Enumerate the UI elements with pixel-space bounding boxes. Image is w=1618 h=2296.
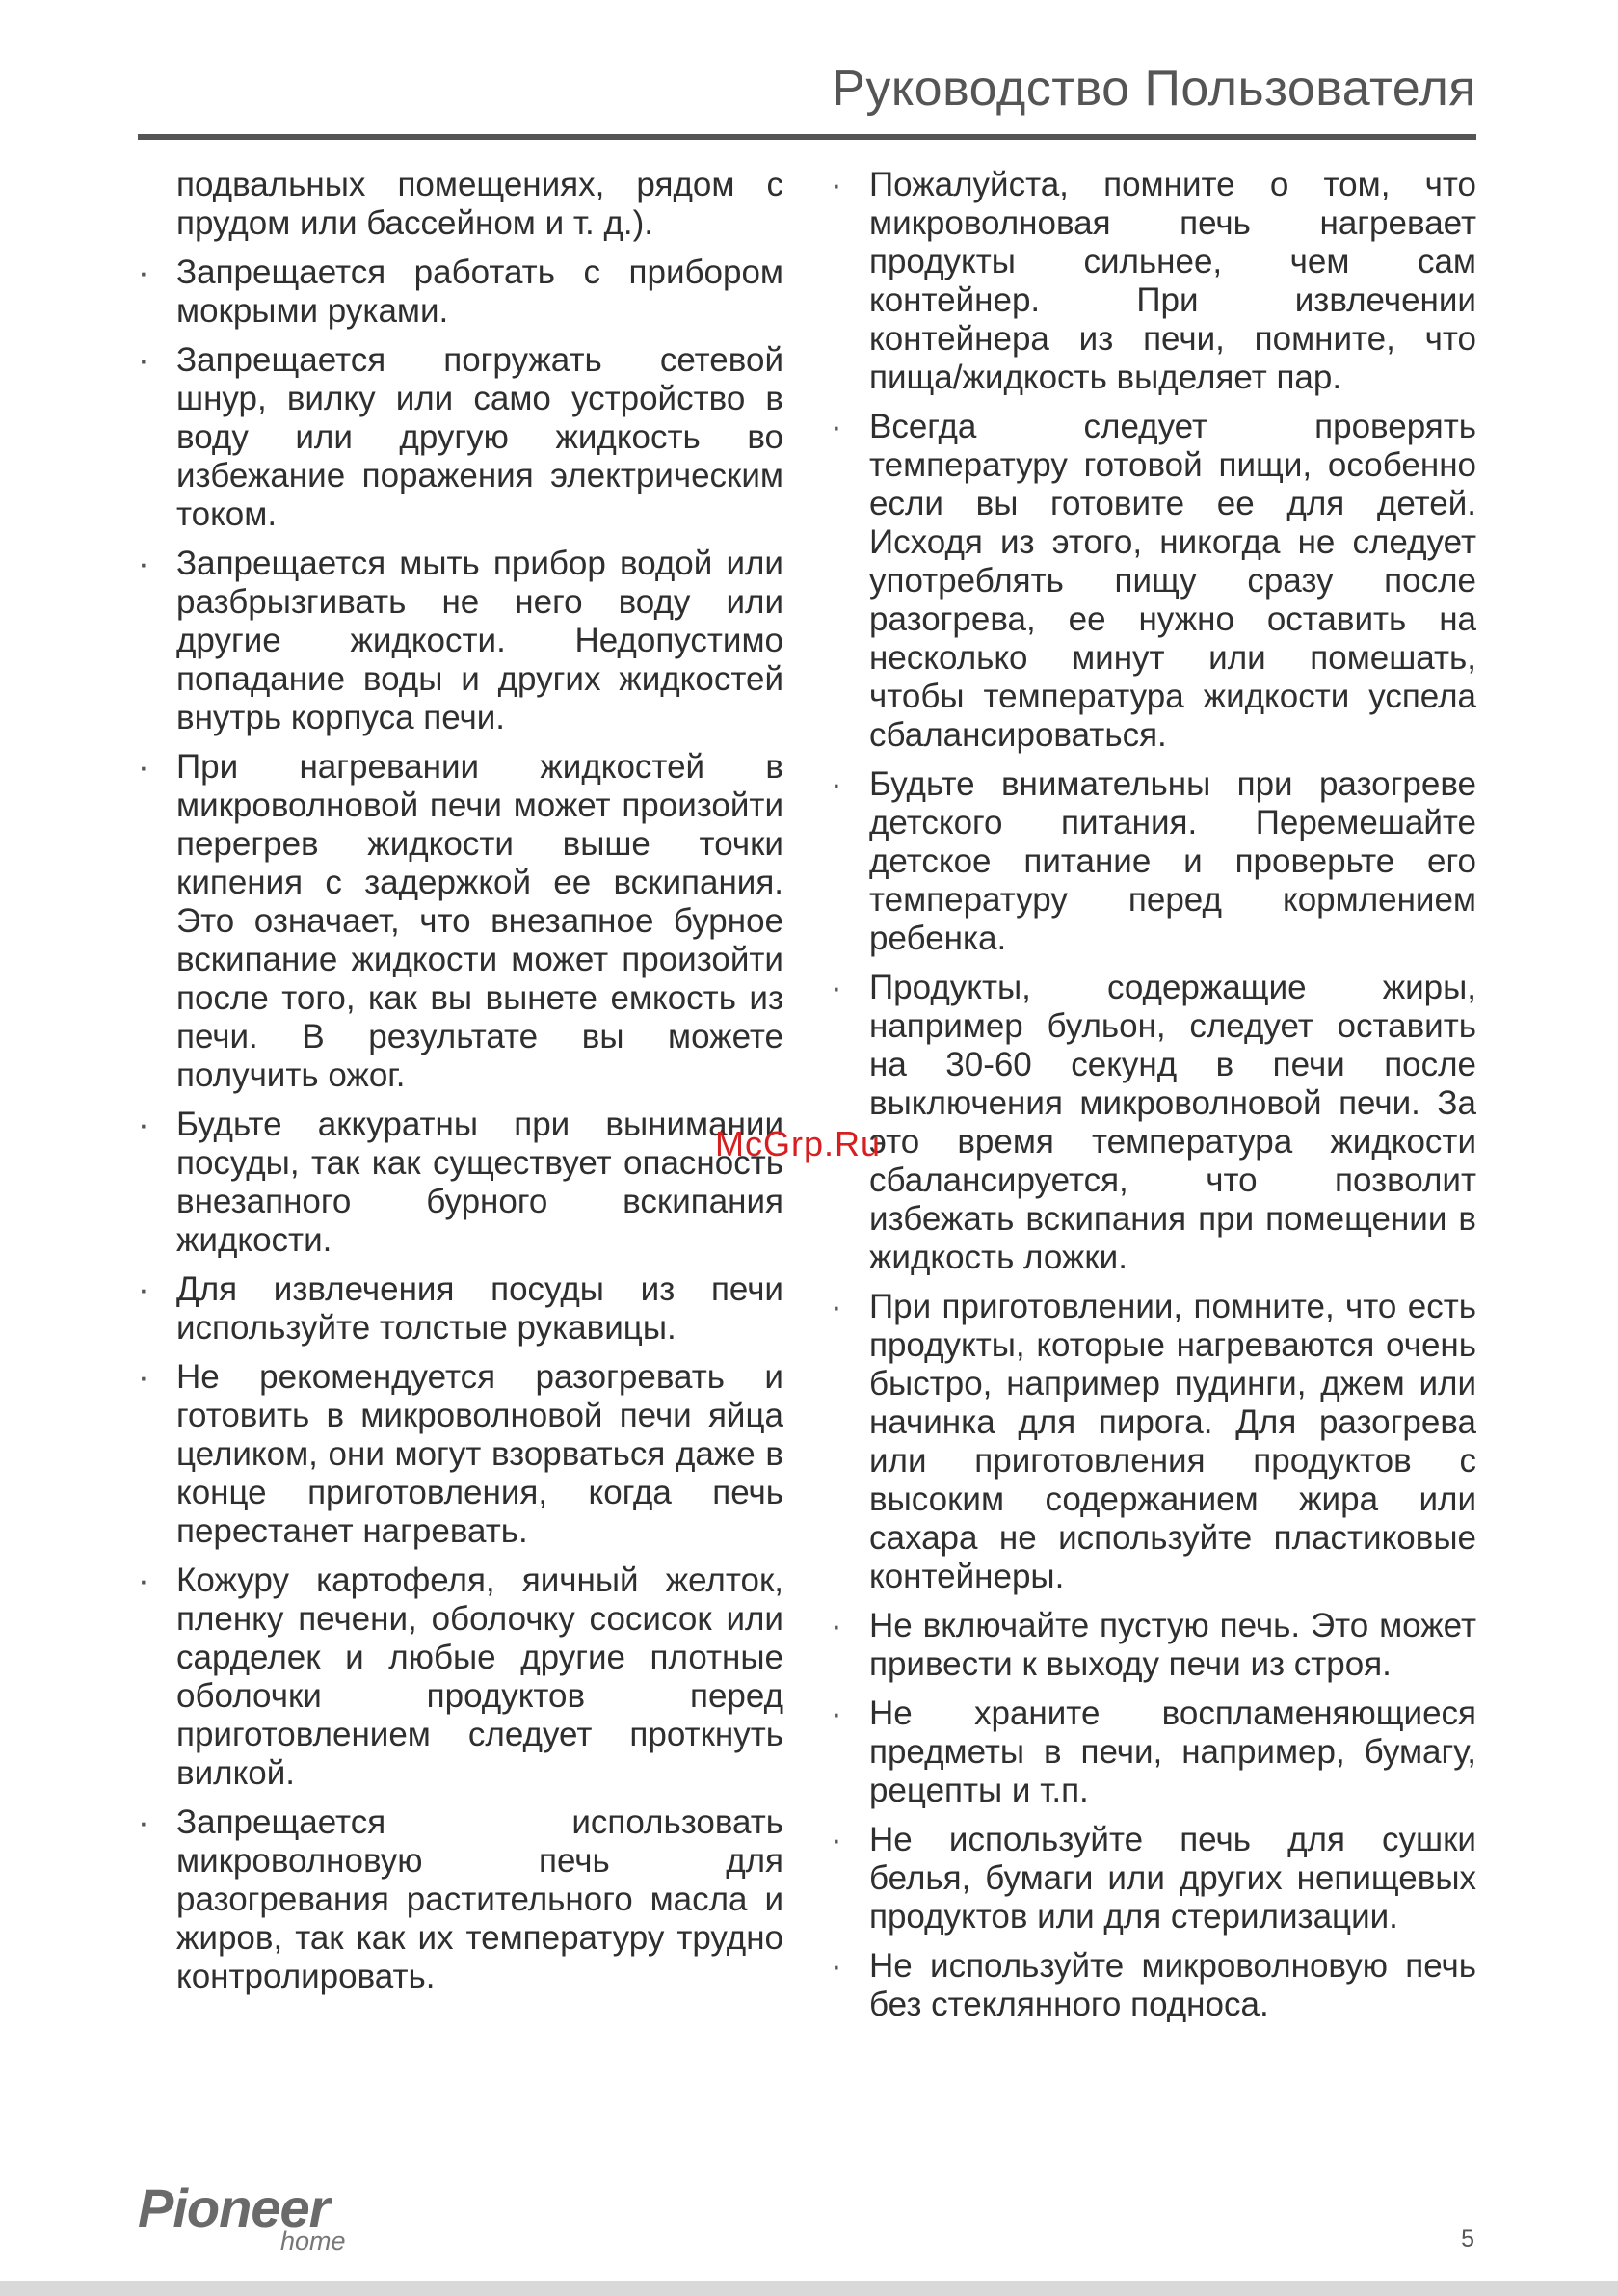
list-item-text: Запрещается погружать сетевой шнур, вилку или само устройство в воду или другую жидкость во избежание поражения электрическим током.: [176, 341, 783, 533]
list-item: [138, 1803, 783, 1996]
header-divider: [138, 134, 1476, 140]
list-item-text: Будьте аккуратны при вынимании посуды, так как существует опасность внезапного бурного вскипания жидкости.: [176, 1106, 783, 1259]
bullet-icon: ·: [138, 545, 149, 582]
list-item: [138, 1358, 783, 1551]
list-item-text: Запрещается мыть прибор водой или разбрызгивать не него воду или другие жидкости. Недопустимо попадание воды и других жидкостей внутрь корпуса печи.: [176, 545, 783, 736]
list-item-text: Будьте внимательны при разогреве детского питания. Перемешайте детское питание и проверьте его температуру перед кормлением ребенка.: [869, 765, 1476, 957]
list-item: [831, 1947, 1476, 2024]
bullet-icon: ·: [831, 1947, 842, 1985]
list-item-text: Кожуру картофеля, яичный желток, пленку печени, оболочку сосисок или сарделек и любые другие плотные оболочки продуктов перед приготовлением следует проткнуть вилкой.: [176, 1562, 783, 1792]
right-column: [831, 166, 1476, 2035]
bullet-icon: ·: [831, 765, 842, 803]
list-item-text: Не используйте печь для сушки белья, бумаги или других непищевых продуктов или для стерилизации.: [869, 1821, 1476, 1936]
bullet-icon: ·: [831, 1607, 842, 1644]
list-item: [831, 969, 1476, 1277]
page-header-title: Руководство Пользователя: [832, 61, 1476, 117]
list-item: [831, 1821, 1476, 1936]
list-item-text: Не рекомендуется разогревать и готовить в микроволновой печи яйца целиком, они могут взорваться даже в конце приготовления, когда печь перестанет нагревать.: [176, 1358, 783, 1550]
list-item: [138, 1106, 783, 1260]
bullet-icon: ·: [138, 748, 149, 786]
bullet-icon: ·: [138, 1358, 149, 1396]
list-item-text: Не включайте пустую печь. Это может привести к выходу печи из строя.: [869, 1607, 1476, 1683]
list-item: [138, 1270, 783, 1348]
list-item-text: Запрещается работать с прибором мокрыми руками.: [176, 254, 783, 330]
list-item-text: Продукты, содержащие жиры, например бульон, следует оставить на 30-60 секунд в печи после выключения микроволновой печи. За это время температура жидкости сбалансируется, что позволит избежать вскипания при помещении в жидкость ложки.: [869, 969, 1476, 1276]
bullet-icon: ·: [138, 341, 149, 379]
bullet-icon: ·: [138, 254, 149, 291]
list-item: [831, 1695, 1476, 1810]
bullet-icon: ·: [138, 1270, 149, 1308]
list-item: [831, 1288, 1476, 1596]
bottom-edge-strip: [0, 2281, 1618, 2296]
list-item: [138, 1562, 783, 1793]
bullet-icon: ·: [831, 408, 842, 445]
brand-logo-subtitle: home: [280, 2227, 346, 2256]
bullet-icon: ·: [831, 1695, 842, 1732]
list-item: [831, 765, 1476, 958]
list-item: [138, 545, 783, 737]
list-item-text: Всегда следует проверять температуру готовой пищи, особенно если вы готовите ее для детей. Исходя из этого, никогда не следует употреблять пищу сразу после разогрева, ее нужно оставить на несколько минут или помешать, чтобы температура жидкости успела сбалансироваться.: [869, 408, 1476, 754]
list-item-text: При приготовлении, помните, что есть продукты, которые нагреваются очень быстро, например пудинги, джем или начинка для пирога. Для разогрева или приготовления продуктов с высоким содержанием жира или сахара не используйте пластиковые контейнеры.: [869, 1288, 1476, 1595]
list-item: [831, 1607, 1476, 1684]
bullet-icon: ·: [831, 969, 842, 1006]
list-item: [138, 341, 783, 534]
bullet-icon: ·: [831, 1821, 842, 1858]
bullet-icon: ·: [138, 1803, 149, 1841]
bullet-icon: ·: [138, 1106, 149, 1143]
bullet-icon: ·: [138, 1562, 149, 1599]
list-item: [138, 254, 783, 331]
list-item: [831, 408, 1476, 755]
watermark: McGrp.Ru: [715, 1124, 882, 1163]
brand-logo: Pioneer: [138, 2177, 330, 2238]
list-item-text: При нагревании жидкостей в микроволновой печи может произойти перегрев жидкости выше точки кипения с задержкой ее вскипания. Это означает, что внезапное бурное вскипание жидкости может произойти после того, как вы вынете емкость из печи. В результате вы можете получить ожог.: [176, 748, 783, 1094]
bullet-icon: ·: [831, 166, 842, 203]
page-number: 5: [1461, 2226, 1474, 2253]
list-item-continuation: подвальных помещениях, рядом с прудом или бассейном и т. д.).: [176, 166, 783, 242]
list-item-text: Для извлечения посуды из печи используйте толстые рукавицы.: [176, 1270, 783, 1347]
list-item-text: Пожалуйста, помните о том, что микроволновая печь нагревает продукты сильнее, чем сам контейнер. При извлечении контейнера из печи, помните, что пища/жидкость выделяет пар.: [869, 166, 1476, 396]
list-item-text: Не храните воспламеняющиеся предметы в печи, например, бумагу, рецепты и т.п.: [869, 1695, 1476, 1809]
bullet-icon: ·: [831, 1288, 842, 1325]
list-item-text: Запрещается использовать микроволновую печь для разогревания растительного масла и жиров, так как их температуру трудно контролировать.: [176, 1803, 783, 1995]
left-column: [138, 166, 783, 2007]
list-item: [138, 748, 783, 1095]
list-item-text: Не используйте микроволновую печь без стеклянного подноса.: [869, 1947, 1476, 2023]
list-item: [831, 166, 1476, 397]
